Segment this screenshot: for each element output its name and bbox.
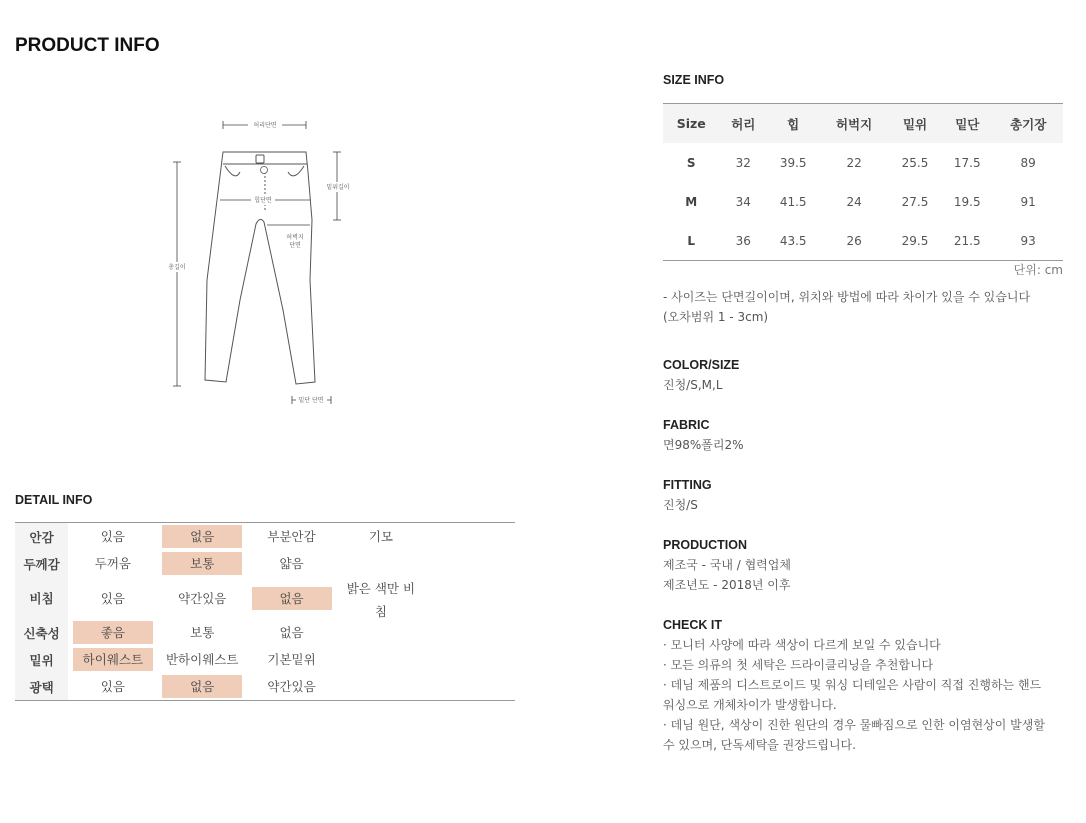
detail-option: 있음 (100, 529, 125, 544)
detail-option-selected: 없음 (162, 675, 242, 698)
size-value-cell: 89 (1020, 155, 1036, 170)
size-value-cell: 26 (846, 233, 862, 248)
size-row (663, 182, 1063, 221)
size-label-cell: L (687, 233, 696, 248)
detail-row (15, 619, 515, 646)
size-info-table (663, 103, 1063, 261)
detail-row-label: 광택 (15, 673, 68, 701)
size-value-cell: 91 (1020, 194, 1036, 209)
detail-option: 약간있음 (267, 679, 316, 694)
detail-option-selected: 없음 (162, 525, 242, 548)
detail-row (15, 550, 515, 577)
detail-option: 있음 (100, 679, 125, 694)
size-label-cell: S (686, 155, 696, 170)
size-value-cell: 36 (735, 233, 751, 248)
detail-option-cell (426, 673, 515, 701)
detail-option (341, 674, 421, 697)
detail-option-cell (158, 646, 247, 673)
pants-illustration (160, 110, 360, 410)
size-value-cell: 17.5 (953, 155, 981, 170)
thigh-label-2: 단면 (289, 242, 301, 249)
detail-option: 보통 (190, 625, 215, 640)
page-title: PRODUCT INFO (15, 35, 160, 56)
check-it-heading: CHECK IT (663, 618, 723, 632)
detail-option: 있음 (100, 590, 125, 606)
size-label-cell: M (685, 194, 698, 209)
detail-option-cell (247, 619, 336, 646)
detail-option: 약간있음 (178, 590, 227, 606)
total-length-label: 총길이 (168, 264, 186, 271)
detail-option: 얇음 (279, 556, 304, 571)
size-column-header: 총기장 (993, 104, 1063, 144)
detail-option: 밝은 색만 비침 (346, 581, 416, 619)
detail-option-cell (68, 550, 157, 577)
fabric-block (663, 415, 1073, 455)
detail-option (341, 647, 421, 670)
detail-option (341, 620, 421, 643)
check-it-line: · 모든 의류의 첫 세탁은 드라이클리닝을 추천합니다 (663, 658, 934, 672)
detail-option-cell (336, 523, 425, 551)
detail-info-table (15, 522, 515, 701)
detail-option-cell (68, 619, 157, 646)
detail-row-label: 안감 (15, 523, 68, 551)
fitting-heading: FITTING (663, 478, 712, 492)
detail-option-cell (158, 523, 247, 551)
detail-option-cell (426, 619, 515, 646)
detail-option-cell (247, 673, 336, 701)
detail-option-cell (426, 550, 515, 577)
size-column-header: 힙 (767, 104, 819, 144)
detail-option-cell (158, 673, 247, 701)
color-size-value: 진청/S,M,L (663, 378, 723, 392)
size-note-line: (오차범위 1 - 3cm) (663, 310, 769, 324)
detail-option-cell (336, 550, 425, 577)
detail-option-cell (336, 673, 425, 701)
size-column-header: Size (663, 104, 719, 144)
detail-option-cell (158, 619, 247, 646)
production-block (663, 535, 1073, 595)
detail-option-cell (247, 646, 336, 673)
color-size-block (663, 355, 1073, 395)
size-value-cell: 19.5 (953, 194, 981, 209)
size-value-cell: 39.5 (779, 155, 807, 170)
fitting-value: 진청/S (663, 498, 698, 512)
detail-row-label: 신축성 (15, 619, 68, 646)
size-note-line: - 사이즈는 단면길이이며, 위치와 방법에 따라 차이가 있을 수 있습니다 (663, 290, 1031, 304)
detail-option (430, 524, 510, 547)
size-value-cell: 24 (846, 194, 862, 209)
pants-measurement-diagram (160, 110, 360, 410)
detail-option (430, 647, 510, 670)
detail-option: 기모 (368, 529, 393, 544)
size-column-header: 허리 (719, 104, 767, 144)
thigh-label-1: 허벅지 (286, 234, 304, 241)
detail-option-cell (68, 577, 157, 619)
detail-option-selected: 보통 (162, 552, 242, 575)
detail-option: 두꺼움 (94, 556, 131, 571)
detail-option-cell (247, 577, 336, 619)
size-value-cell: 41.5 (779, 194, 807, 209)
detail-option-cell (158, 550, 247, 577)
detail-option-cell (247, 550, 336, 577)
detail-row (15, 523, 515, 551)
unit-note: 단위: cm (1013, 263, 1063, 277)
detail-option-selected: 없음 (252, 587, 332, 610)
hip-label: 힙단면 (254, 197, 272, 204)
check-it-line: 수 있으며, 단독세탁을 권장드립니다. (663, 738, 856, 752)
detail-option (430, 551, 510, 574)
check-it-block (663, 615, 1073, 755)
detail-option-cell (247, 523, 336, 551)
detail-row-label: 밑위 (15, 646, 68, 673)
detail-option (341, 551, 421, 574)
detail-option-cell (426, 523, 515, 551)
detail-option (430, 620, 510, 643)
size-column-header: 밑단 (941, 104, 993, 144)
size-value-cell: 34 (735, 194, 751, 209)
waist-label: 허리단면 (253, 122, 277, 129)
detail-row-label: 두께감 (15, 550, 68, 577)
production-heading: PRODUCTION (663, 538, 748, 552)
detail-option (430, 585, 510, 608)
detail-option-cell (68, 673, 157, 701)
rise-label: 밑위길이 (326, 184, 350, 191)
detail-option-cell (68, 646, 157, 673)
fabric-value: 면98%폴리2% (663, 438, 744, 452)
detail-row (15, 646, 515, 673)
check-it-line: 워싱으로 개체차이가 발생합니다. (663, 698, 837, 712)
fabric-heading: FABRIC (663, 418, 710, 432)
detail-option: 기본밑위 (267, 652, 316, 667)
detail-option-selected: 하이웨스트 (73, 648, 153, 671)
detail-option-cell (336, 619, 425, 646)
color-size-heading: COLOR/SIZE (663, 358, 740, 372)
size-value-cell: 22 (846, 155, 862, 170)
check-it-line: · 모니터 사양에 따라 색상이 다르게 보일 수 있습니다 (663, 638, 941, 652)
size-value-cell: 43.5 (779, 233, 807, 248)
detail-row (15, 673, 515, 701)
size-column-header: 허벅지 (819, 104, 889, 144)
size-row (663, 221, 1063, 261)
size-value-cell: 21.5 (953, 233, 981, 248)
detail-option (430, 674, 510, 697)
detail-option-cell (336, 646, 425, 673)
size-value-cell: 32 (735, 155, 751, 170)
size-note (663, 287, 1073, 327)
size-info-heading: SIZE INFO (663, 73, 725, 87)
check-it-line: · 데님 원단, 색상이 진한 원단의 경우 물빠짐으로 인한 이염현상이 발생할 (663, 718, 1045, 732)
detail-info-heading: DETAIL INFO (15, 493, 93, 507)
detail-option-cell (426, 646, 515, 673)
check-it-line: · 데님 제품의 디스트로이드 및 워싱 디테일은 사람이 직접 진행하는 핸드 (663, 678, 1042, 692)
size-value-cell: 29.5 (901, 233, 929, 248)
detail-option: 부분안감 (267, 529, 316, 544)
production-country: 제조국 - 국내 / 협력업체 (663, 558, 791, 572)
detail-option-selected: 좋음 (73, 621, 153, 644)
detail-option-cell (336, 577, 425, 619)
hem-label: 밑단 단면 (298, 397, 324, 404)
detail-option-cell (68, 523, 157, 551)
fitting-block (663, 475, 1073, 515)
size-value-cell: 93 (1020, 233, 1036, 248)
size-value-cell: 25.5 (901, 155, 929, 170)
size-value-cell: 27.5 (901, 194, 929, 209)
production-year: 제조년도 - 2018년 이후 (663, 578, 791, 592)
detail-option: 없음 (279, 625, 304, 640)
detail-option-cell (158, 577, 247, 619)
detail-option-cell (426, 577, 515, 619)
size-row (663, 143, 1063, 182)
detail-option: 반하이웨스트 (165, 652, 239, 667)
size-column-header: 밑위 (889, 104, 941, 144)
detail-row-label: 비침 (15, 577, 68, 619)
detail-row (15, 577, 515, 619)
